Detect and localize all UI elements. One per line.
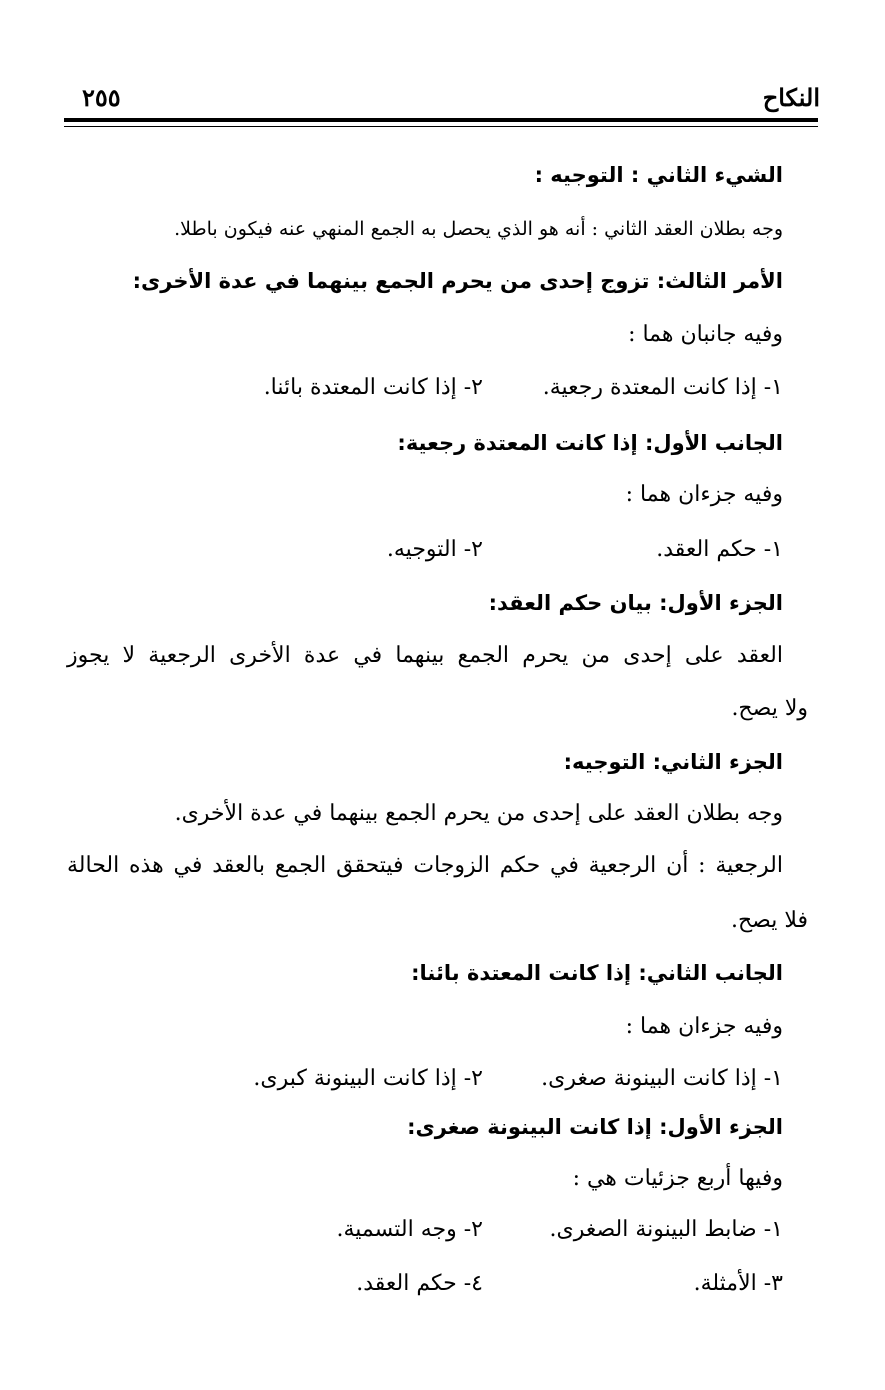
list-item: ٢- إذا كانت المعتدة بائنا. xyxy=(263,375,483,400)
list-item: ١- إذا كانت البينونة صغرى. xyxy=(541,1066,783,1091)
header-rule-thin xyxy=(64,126,818,127)
list-item: ٣- الأمثلة. xyxy=(693,1271,783,1296)
paragraph-line: وفيها أربع جزئيات هي : xyxy=(572,1166,783,1191)
paragraph-line: وفيه جزءان هما : xyxy=(625,1014,783,1039)
heading-second-part: الجزء الثاني: التوجيه: xyxy=(563,750,783,774)
heading-first-side: الجانب الأول: إذا كانت المعتدة رجعية: xyxy=(397,431,783,455)
paragraph-line: فلا يصح. xyxy=(730,908,808,933)
list-item: ١- ضابط البينونة الصغرى. xyxy=(549,1217,783,1242)
list-item: ١- إذا كانت المعتدة رجعية. xyxy=(542,375,783,400)
paragraph-line: وجه بطلان العقد الثاني : أنه هو الذي يحصل به الجمع المنهي عنه فيكون باطلا. xyxy=(174,218,783,240)
list-row xyxy=(102,371,783,405)
list-row xyxy=(102,1213,783,1247)
list-row xyxy=(102,1062,783,1096)
list-item: ٢- التوجيه. xyxy=(386,537,483,562)
heading-first-part: الجزء الأول: بيان حكم العقد: xyxy=(488,591,783,615)
page-number: ٢٥٥ xyxy=(82,83,121,112)
paragraph-line: الرجعية : أن الرجعية في حكم الزوجات فيتحقق الجمع بالعقد في هذه الحالة xyxy=(67,853,783,878)
paragraph-line: ولا يصح. xyxy=(731,696,808,721)
heading-second-thing: الشيء الثاني : التوجيه : xyxy=(534,163,783,187)
paragraph-line: وفيه جزءان هما : xyxy=(625,482,783,507)
paragraph-line: العقد على إحدى من يحرم الجمع بينهما في عدة الأخرى الرجعية لا يجوز xyxy=(67,643,783,668)
running-header-title: النكاح xyxy=(762,83,820,112)
list-item: ٢- إذا كانت البينونة كبرى. xyxy=(253,1066,483,1091)
heading-first-part-minor: الجزء الأول: إذا كانت البينونة صغرى: xyxy=(407,1115,783,1139)
list-item: ٢- وجه التسمية. xyxy=(336,1217,483,1242)
list-item: ٤- حكم العقد. xyxy=(356,1271,483,1296)
heading-second-side: الجانب الثاني: إذا كانت المعتدة بائنا: xyxy=(411,961,783,985)
paragraph-line: وفيه جانبان هما : xyxy=(628,322,783,347)
header-rule-thick xyxy=(64,118,818,122)
list-row xyxy=(102,533,783,567)
list-item: ١- حكم العقد. xyxy=(656,537,783,562)
paragraph-line: وجه بطلان العقد على إحدى من يحرم الجمع بينهما في عدة الأخرى. xyxy=(174,801,783,826)
heading-third-matter: الأمر الثالث: تزوج إحدى من يحرم الجمع بينهما في عدة الأخرى: xyxy=(132,269,783,293)
list-row xyxy=(102,1267,783,1301)
